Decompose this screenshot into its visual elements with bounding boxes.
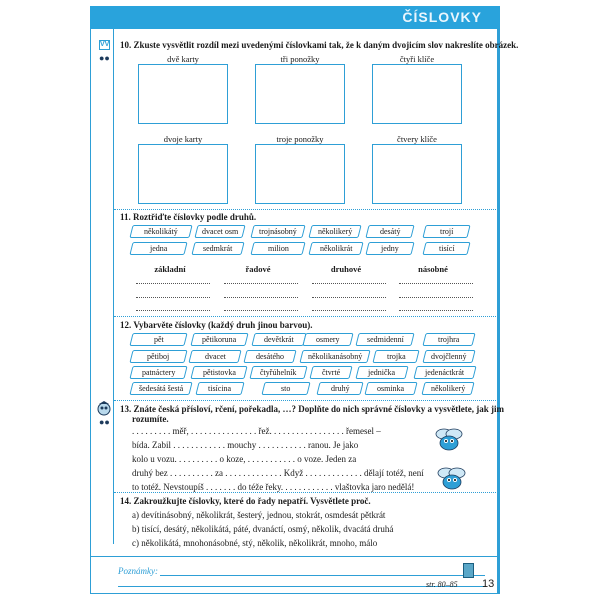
word-card[interactable]: devětkrát: [251, 333, 306, 346]
proverb-line: bída. Zabil . . . . . . . . . . . . mouchy . . . . . . . . . . . ranou. Je jako: [132, 440, 359, 450]
footer-rule: [90, 556, 500, 557]
word-card[interactable]: pětiboj: [129, 350, 187, 363]
page-number: 13: [482, 578, 495, 590]
word-card[interactable]: desátý: [365, 225, 414, 238]
answer-line[interactable]: [224, 297, 298, 298]
section-divider: [114, 400, 500, 401]
blank[interactable]: . . . . . . . . . . . . . . . .: [274, 426, 346, 436]
vv-icon: VV: [100, 41, 110, 48]
word-card[interactable]: několikrát: [308, 242, 363, 255]
task-13-title: 13. Znáte česká přísloví, rčení, pořekadla, …? Doplňte do nich správné číslovky a vysvětlete, jak jim: [120, 404, 504, 414]
series-c: c) několikátá, mnohonásobné, stý, několik, několikrát, mnoho, málo: [132, 538, 378, 548]
word-card[interactable]: patnáctery: [129, 366, 187, 379]
word-card[interactable]: druhý: [316, 382, 363, 395]
page-frame-edge: [497, 6, 500, 594]
word-card[interactable]: čtvrté: [309, 366, 352, 379]
task-10-title: 10. Zkuste vysvětlit rozdíl mezi uvedenými číslovkami tak, že k daným dvojicím slov nakreslíte obrázek.: [120, 40, 519, 50]
blank[interactable]: . . . . . . . . . . . . . . .: [191, 426, 259, 436]
drawing-box[interactable]: [255, 144, 345, 204]
notes-label: Poznámky:: [118, 566, 158, 576]
word-card[interactable]: jednička: [355, 366, 408, 379]
word-card[interactable]: trojhra: [422, 333, 475, 346]
word-card[interactable]: osminka: [364, 382, 417, 395]
book-icon: [463, 563, 474, 578]
word-card[interactable]: několikátý: [129, 225, 192, 238]
blank[interactable]: . . . . . . . . .: [176, 454, 220, 464]
word-card[interactable]: trojí: [422, 225, 470, 238]
box-label: tři ponožky: [280, 54, 320, 64]
task-11-title: 11. Roztřiďte číslovky podle druhů.: [120, 212, 257, 222]
task-12-title: 12. Vybarvěte číslovky (každý druh jinou barvou).: [120, 320, 313, 330]
word-card[interactable]: čtyřúhelník: [249, 366, 307, 379]
word-card[interactable]: několikanásobný: [299, 350, 370, 363]
task-14-title: 14. Zakroužkujte číslovky, které do řady nepatří. Vysvětlete proč.: [120, 496, 371, 506]
chapter-title: ČÍSLOVKY: [402, 9, 482, 25]
task-13-title-cont: rozumíte.: [132, 414, 169, 424]
word-card[interactable]: sto: [261, 382, 310, 395]
column-header: násobné: [418, 264, 448, 274]
proverb-line: druhý bez . . . . . . . . . . za . . . . . . . . . . . . . Když . . . . . . . . . . . . . dělají totéž, není: [132, 468, 424, 478]
answer-line[interactable]: [136, 297, 210, 298]
page-reference: str. 80–85: [426, 580, 458, 589]
blank[interactable]: . . . . . . . . . . .: [256, 440, 308, 450]
footprints-icon: ●●: [99, 417, 110, 427]
blank[interactable]: . . . . . . . . .: [132, 426, 173, 436]
drawing-box[interactable]: [372, 144, 462, 204]
word-card[interactable]: trojnásobný: [250, 225, 305, 238]
answer-line[interactable]: [312, 297, 386, 298]
column-header: řadové: [245, 264, 271, 274]
blank[interactable]: . . . . . . . . . . . . .: [303, 468, 364, 478]
answer-line[interactable]: [399, 310, 473, 311]
answer-line[interactable]: [136, 283, 210, 284]
proverb-line: to totéž. Nevstoupíš . . . . . . . do téže řeky. . . . . . . . . . . . vlaštovka jaro nedělá!: [132, 482, 415, 492]
word-card[interactable]: tisícina: [195, 382, 244, 395]
column-header: druhové: [330, 264, 362, 274]
header-bar: [90, 6, 500, 29]
drawing-box[interactable]: [255, 64, 345, 124]
answer-line[interactable]: [224, 310, 298, 311]
word-card[interactable]: jedny: [365, 242, 414, 255]
column-header: základní: [154, 264, 186, 274]
section-divider: [114, 492, 500, 493]
answer-line[interactable]: [312, 283, 386, 284]
word-card[interactable]: dvacet: [188, 350, 241, 363]
word-card[interactable]: jedenáctkrát: [413, 366, 476, 379]
blank[interactable]: . . . . . . .: [203, 482, 238, 492]
box-label: čtvery klíče: [397, 134, 437, 144]
proverb-line: kolo u vozu. . . . . . . . . . o koze, . . . . . . . . . . . o voze. Jeden za: [132, 454, 357, 464]
blank[interactable]: . . . . . . . . . . .: [283, 482, 335, 492]
word-card[interactable]: osmery: [302, 333, 353, 346]
word-card[interactable]: dvojčlenný: [422, 350, 475, 363]
box-label: čtyři klíče: [399, 54, 435, 64]
blank[interactable]: . . . . . . . . . . . .: [223, 468, 280, 478]
proverb-line: . . . . . . . . . měř, . . . . . . . . . . . . . . . řež. . . . . . . . . . . . . . . . . řemesel –: [132, 426, 381, 436]
box-label: troje ponožky: [276, 134, 324, 144]
left-margin-rule: [113, 29, 114, 544]
word-card[interactable]: sedmidenní: [355, 333, 414, 346]
answer-line[interactable]: [224, 283, 298, 284]
drawing-box[interactable]: [138, 144, 228, 204]
answer-line[interactable]: [312, 310, 386, 311]
fly-icon: [432, 428, 466, 457]
box-label: dvoje karty: [163, 134, 203, 144]
section-divider: [114, 209, 500, 210]
word-card[interactable]: několikerý: [308, 225, 361, 238]
answer-line[interactable]: [399, 283, 473, 284]
word-card[interactable]: pětistovka: [190, 366, 247, 379]
drawing-box[interactable]: [138, 64, 228, 124]
box-label: dvě karty: [167, 54, 199, 64]
word-card[interactable]: dvacet osm: [194, 225, 245, 238]
section-divider: [114, 316, 500, 317]
word-card[interactable]: pětikoruna: [190, 333, 248, 346]
blank[interactable]: . . . . . . . . . .: [167, 468, 215, 478]
word-card[interactable]: jedna: [129, 242, 187, 255]
footprints-icon: ●●: [99, 53, 110, 63]
drawing-box[interactable]: [372, 64, 462, 124]
word-card[interactable]: několikerý: [421, 382, 474, 395]
word-card[interactable]: sedmkrát: [191, 242, 244, 255]
series-b: b) tisící, desátý, několikátá, páté, dvanáctí, osmý, několik, dvacátá druhá: [132, 524, 394, 534]
answer-line[interactable]: [399, 297, 473, 298]
word-card[interactable]: šedesátá šestá: [129, 382, 192, 395]
series-a: a) devítinásobný, několikrát, šesterý, jednou, stokrát, osmdesát pětkrát: [132, 510, 386, 520]
word-card[interactable]: desátého: [243, 350, 296, 363]
blank[interactable]: . . . . . . . . . . . .: [171, 440, 228, 450]
word-card[interactable]: milion: [250, 242, 305, 255]
notes-line[interactable]: [160, 575, 485, 576]
answer-line[interactable]: [136, 310, 210, 311]
word-card[interactable]: pět: [129, 333, 187, 346]
blank[interactable]: . . . . . . . . . . .: [245, 454, 298, 464]
word-card[interactable]: trojka: [372, 350, 419, 363]
word-card[interactable]: tisící: [422, 242, 470, 255]
